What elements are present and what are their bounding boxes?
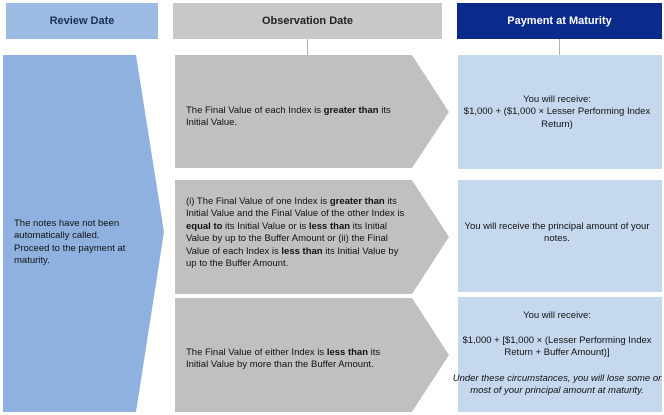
text-run: (i) The Final Value of one Index is	[186, 196, 330, 207]
header-payment-at-maturity: Payment at Maturity	[457, 3, 662, 39]
payment-text-3-formula: $1,000 + [$1,000 × (Lesser Performing Index Return + Buffer Amount)]	[462, 335, 652, 359]
emphasis-text: less than	[326, 347, 369, 358]
text-run: its Initial Value.	[186, 105, 391, 129]
emphasis-text: greater than	[323, 105, 379, 116]
payment-text-1: You will receive: $1,000 + ($1,000 × Lesser Performing Index Return)	[463, 94, 651, 130]
text-run: its Initial Value and the Final Value of the other Index is	[186, 196, 405, 220]
emphasis-text: less than	[281, 245, 323, 257]
text-run: its Initial Value or is	[222, 220, 309, 232]
text-run: The Final Value of each Index is	[186, 105, 324, 116]
payment-text-2: You will receive the principal amount of your notes.	[464, 221, 650, 245]
observation-text-2	[186, 196, 408, 270]
emphasis-text: greater than	[329, 196, 385, 207]
payment-text-3-note: Under these circumstances, you will lose some or most of your principal amount at maturity.	[452, 373, 662, 397]
text-run: its Initial Value by up to the Buffer Amount or (ii) the Final Value of each Index is	[186, 220, 388, 257]
emphasis-text: equal to	[186, 220, 223, 232]
header-review-date: Review Date	[6, 3, 158, 39]
text-run: its Initial Value by up to the Buffer Amount.	[186, 245, 399, 270]
observation-text-1	[186, 105, 401, 130]
text-run: its Initial Value by more than the Buffer Amount.	[186, 347, 381, 371]
review-date-text: The notes have not been automatically called. Proceed to the payment at maturity.	[14, 218, 126, 267]
header-observation-date: Observation Date	[173, 3, 442, 39]
observation-text-3	[186, 347, 401, 372]
payment-text-3-intro: You will receive:	[523, 310, 591, 321]
emphasis-text: less than	[308, 220, 351, 232]
text-run: The Final Value of either Index is	[186, 347, 327, 358]
